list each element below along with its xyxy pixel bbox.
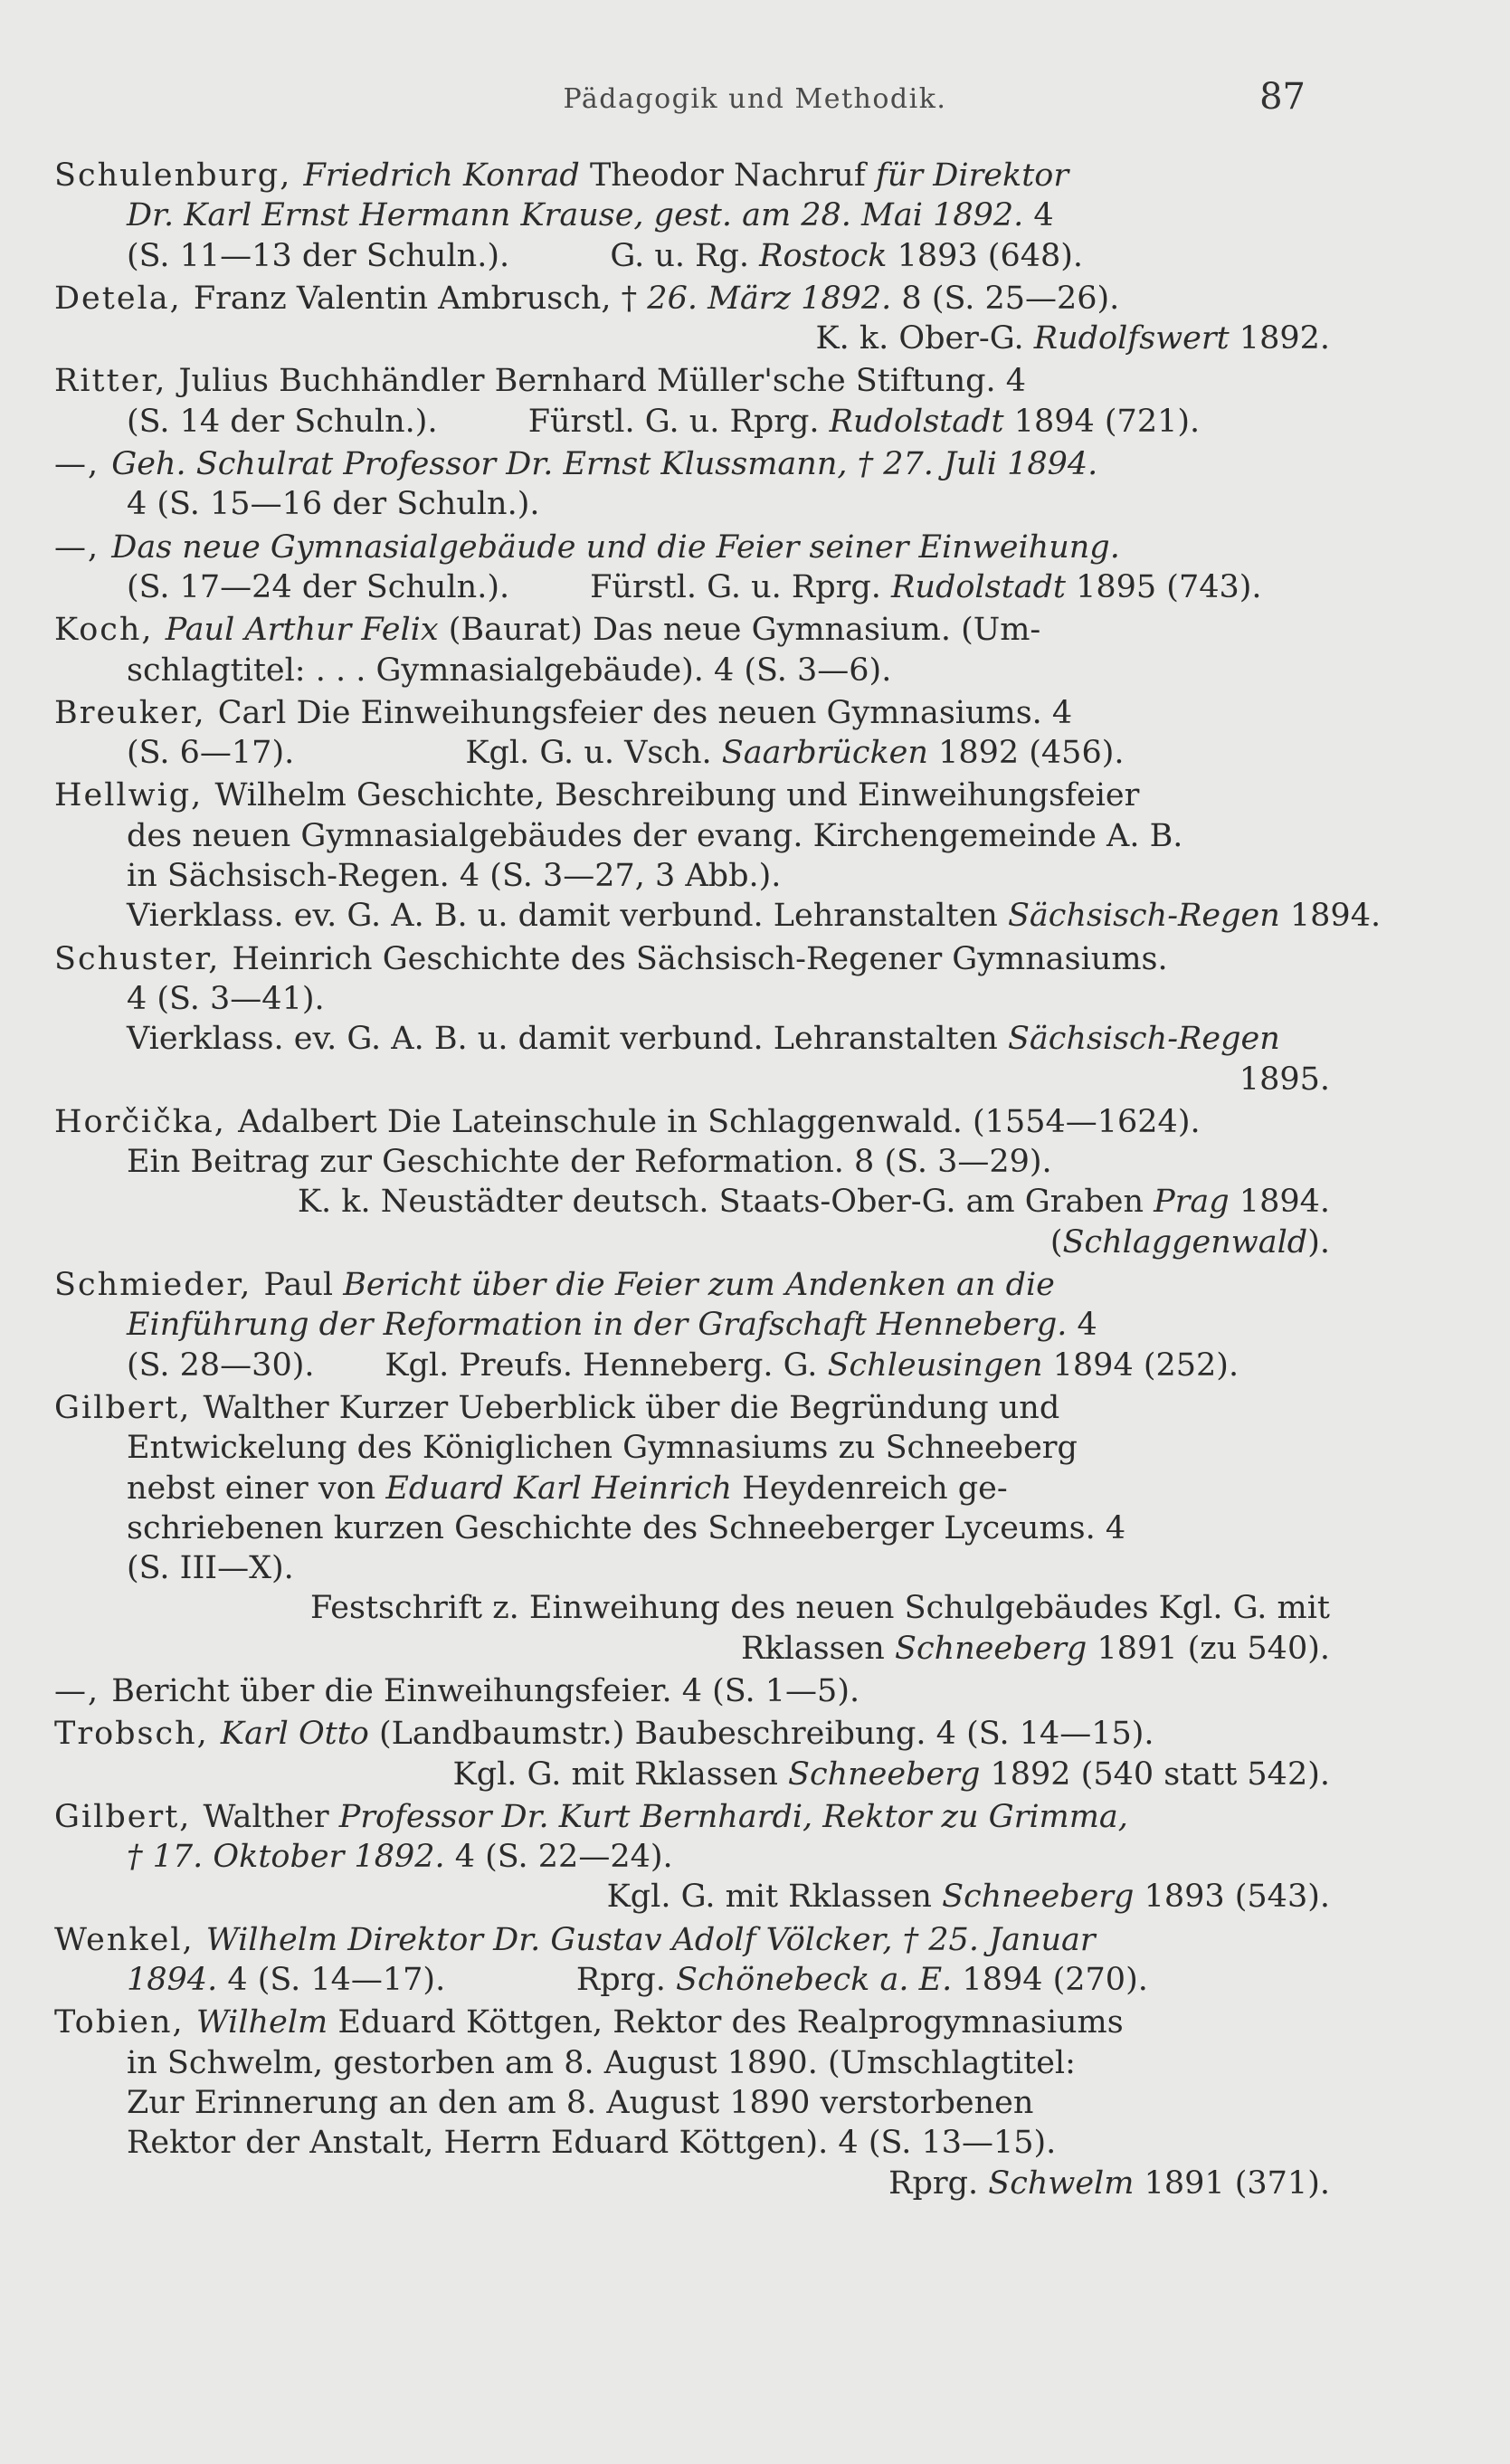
entry-line [54, 1960, 1330, 2000]
entry-line [54, 775, 1330, 815]
entry-text: Zur Erinnerung an den am 8. August 1890 verstorbenen [127, 2084, 1034, 2121]
entry-text: Paul Arthur Felix (Baurat) Das neue Gymnasium. (Um- [165, 612, 1041, 649]
entry-line [54, 2043, 1330, 2083]
entry-text: Heinrich Geschichte des Sächsisch-Regener Gymnasiums. [232, 940, 1168, 977]
entry-author: Horčička, [54, 1103, 239, 1140]
entry-text: schlagtitel: . . . Gymnasialgebäude). 4 (S. 3—6). [127, 652, 892, 689]
bibliography-entry [54, 156, 1330, 276]
entry-text: Wilhelm Eduard Köttgen, Rektor des Realprogymnasiums [195, 2004, 1124, 2041]
entry-text: Rklassen Schneeberg 1891 (zu 540). [741, 1630, 1330, 1667]
bibliography-entries [54, 156, 1382, 2206]
entry-text: Rprg. Schwelm 1891 (371). [888, 2164, 1330, 2202]
entry-text: 4 (S. 15—16 der Schuln.). [127, 486, 540, 523]
entry-line [54, 2003, 1330, 2042]
entry-text: Einführung der Reformation in der Grafschaft Henneberg. 4 [127, 1307, 1097, 1344]
entry-text: Adalbert Die Lateinschule in Schlaggenwald. (1554—1624). [238, 1103, 1201, 1140]
entry-line [54, 2164, 1330, 2203]
entry-line [54, 567, 1330, 607]
bibliography-entry [54, 279, 1330, 359]
entry-author: Schmieder, [54, 1267, 264, 1304]
entry-author: Tobien, [54, 2004, 196, 2041]
entry-line [54, 733, 1330, 773]
entry-text: (S. 11—13 der Schuln.). G. u. Rg. Rostock 1893 (648). [127, 237, 1084, 274]
entry-line [54, 651, 1330, 690]
entry-line [54, 484, 1330, 524]
entry-text: in Schwelm, gestorben am 8. August 1890. (Umschlagtitel: [127, 2044, 1076, 2081]
bibliography-entry [54, 1797, 1330, 1917]
entry-text: Vierklass. ev. G. A. B. u. damit verbund. Lehranstalten Sächsisch-Regen 1894. [127, 898, 1382, 935]
entry-text: (Schlaggenwald). [1049, 1223, 1330, 1261]
entry-line [54, 1588, 1330, 1628]
entry-text: Das neue Gymnasialgebäude und die Feier seiner Einweihung. [111, 528, 1120, 566]
entry-text: K. k. Neustädter deutsch. Staats-Ober-G. am Graben Prag 1894. [297, 1184, 1330, 1221]
entry-line [54, 156, 1330, 195]
entry-line [54, 1837, 1330, 1877]
bibliography-entry [54, 1671, 1330, 1711]
entry-text: 1894. 4 (S. 14—17). Rprg. Schönebeck a. E. 1894 (270). [127, 1962, 1148, 1999]
entry-text: Friedrich Konrad Theodor Nachruf für Direktor [303, 157, 1069, 194]
entry-text: (S. 28—30). Kgl. Preufs. Henneberg. G. Schleusingen 1894 (252). [127, 1346, 1239, 1384]
entry-line [54, 1469, 1330, 1508]
entry-text: Geh. Schulrat Professor Dr. Ernst Klussmann, † 27. Juli 1894. [111, 446, 1098, 483]
entry-text: Entwickelung des Königlichen Gymnasiums zu Schneeberg [127, 1430, 1078, 1467]
entry-text: Franz Valentin Ambrusch, † 26. März 1892. 8 (S. 25—26). [193, 280, 1120, 317]
entry-author: Koch, [54, 612, 166, 649]
entry-line [54, 816, 1330, 856]
entry-line [54, 1920, 1330, 1960]
entry-author: Hellwig, [54, 777, 215, 814]
bibliography-entry [54, 1388, 1330, 1669]
entry-line [54, 195, 1330, 235]
entry-text: Bericht über die Einweihungsfeier. 4 (S. 1—5). [111, 1672, 860, 1709]
entry-text: Carl Die Einweihungsfeier des neuen Gymnasiums. 4 [217, 694, 1073, 731]
entry-text: Kgl. G. mit Rklassen Schneeberg 1892 (540 statt 542). [452, 1755, 1330, 1793]
entry-line [54, 1388, 1330, 1428]
entry-text: Ein Beitrag zur Geschichte der Reformation. 8 (S. 3—29). [127, 1144, 1052, 1181]
entry-line [54, 1182, 1330, 1222]
entry-text: Paul Bericht über die Feier zum Andenken an die [263, 1267, 1055, 1304]
entry-line [54, 1305, 1330, 1345]
entry-line [54, 979, 1330, 1019]
entry-line [54, 1222, 1330, 1262]
entry-text: in Sächsisch-Regen. 4 (S. 3—27, 3 Abb.). [127, 858, 782, 895]
entry-author: —, [54, 528, 112, 566]
entry-text: (S. III—X). [127, 1550, 294, 1587]
entry-line [54, 2123, 1330, 2163]
entry-line [54, 2083, 1330, 2123]
entry-text: Kgl. G. mit Rklassen Schneeberg 1893 (543). [606, 1879, 1330, 1916]
bibliography-entry [54, 528, 1330, 608]
bibliography-entry [54, 361, 1330, 442]
entry-line [54, 361, 1330, 401]
entry-line [54, 1428, 1330, 1468]
entry-text: (S. 17—24 der Schuln.). Fürstl. G. u. Rprg. Rudolstadt 1895 (743). [127, 568, 1262, 605]
entry-text: † 17. Oktober 1892. 4 (S. 22—24). [127, 1839, 673, 1876]
bibliography-entry [54, 2003, 1330, 2202]
entry-line [54, 1755, 1330, 1794]
entry-text: Walther Professor Dr. Kurt Bernhardi, Rektor zu Grimma, [203, 1798, 1128, 1835]
entry-line [54, 444, 1330, 484]
entry-author: Breuker, [54, 694, 218, 731]
entry-line [54, 236, 1330, 276]
entry-author: Gilbert, [54, 1389, 204, 1426]
entry-line [54, 939, 1330, 979]
entry-line [54, 1102, 1330, 1142]
entry-line [54, 1548, 1330, 1588]
entry-text: schriebenen kurzen Geschichte des Schneeberger Lyceums. 4 [127, 1509, 1126, 1546]
entry-text: Walther Kurzer Ueberblick über die Begründung und [203, 1389, 1060, 1426]
entry-line [54, 1797, 1330, 1837]
bibliography-entry [54, 775, 1382, 936]
page-number: 87 [1259, 76, 1306, 118]
entry-line [54, 1714, 1330, 1754]
entry-line [54, 1142, 1330, 1182]
entry-line [54, 1671, 1330, 1711]
entry-line [54, 693, 1330, 733]
bibliography-entry [54, 1920, 1330, 2001]
entry-author: Schulenburg, [54, 157, 304, 194]
entry-line [54, 1629, 1330, 1669]
entry-line [54, 856, 1330, 896]
entry-line [54, 896, 1382, 936]
entry-author: —, [54, 1672, 112, 1709]
entry-text: Karl Otto (Landbaumstr.) Baubeschreibung. 4 (S. 14—15). [220, 1716, 1154, 1753]
entry-text: Dr. Karl Ernst Hermann Krause, gest. am 28. Mai 1892. 4 [127, 197, 1054, 234]
bibliography-entry [54, 939, 1330, 1099]
entry-line [54, 1877, 1330, 1917]
entry-text: Rektor der Anstalt, Herrn Eduard Köttgen). 4 (S. 13—15). [127, 2125, 1057, 2162]
bibliography-entry [54, 1265, 1330, 1385]
entry-text: 1895. [1239, 1061, 1330, 1098]
entry-author: Wenkel, [54, 1921, 206, 1958]
entry-line [54, 1265, 1330, 1305]
entry-author: Gilbert, [54, 1798, 204, 1835]
entry-author: Trobsch, [54, 1716, 221, 1753]
bibliography-entry [54, 693, 1330, 774]
entry-text: (S. 6—17). Kgl. G. u. Vsch. Saarbrücken 1892 (456). [127, 735, 1125, 772]
entry-line [54, 1508, 1330, 1548]
entry-author: Ritter, [54, 363, 179, 400]
page-header [0, 76, 1510, 138]
entry-text: Wilhelm Geschichte, Beschreibung und Einweihungsfeier [214, 777, 1140, 814]
entry-text: Julius Buchhändler Bernhard Müller'sche Stiftung. 4 [178, 363, 1027, 400]
entry-author: Detela, [54, 280, 194, 317]
bibliography-entry [54, 610, 1330, 690]
entry-author: Schuster, [54, 940, 233, 977]
entry-line [54, 610, 1330, 650]
entry-text: (S. 14 der Schuln.). Fürstl. G. u. Rprg. Rudolstadt 1894 (721). [127, 403, 1201, 440]
entry-line [54, 1060, 1330, 1099]
entry-text: Vierklass. ev. G. A. B. u. damit verbund. Lehranstalten Sächsisch-Regen [127, 1021, 1280, 1058]
entry-text: K. k. Ober-G. Rudolfswert 1892. [815, 320, 1330, 357]
entry-line [54, 279, 1330, 319]
entry-text: nebst einer von Eduard Karl Heinrich Heydenreich ge- [127, 1470, 1008, 1507]
bibliography-entry [54, 1102, 1330, 1262]
entry-line [54, 1346, 1330, 1385]
bibliography-entry [54, 1714, 1330, 1794]
entry-text: des neuen Gymnasialgebäudes der evang. Kirchengemeinde A. B. [127, 817, 1183, 854]
entry-line [54, 528, 1330, 567]
entry-text: Wilhelm Direktor Dr. Gustav Adolf Völcker, † 25. Januar [205, 1921, 1096, 1958]
entry-text: 4 (S. 3—41). [127, 980, 325, 1017]
entry-text: Festschrift z. Einweihung des neuen Schulgebäudes Kgl. G. mit [309, 1590, 1330, 1627]
entry-author: —, [54, 446, 112, 483]
entry-line [54, 319, 1330, 358]
bibliography-entry [54, 444, 1330, 525]
entry-line [54, 402, 1330, 442]
entry-line [54, 1019, 1330, 1059]
running-head: Pädagogik und Methodik. [563, 83, 947, 115]
